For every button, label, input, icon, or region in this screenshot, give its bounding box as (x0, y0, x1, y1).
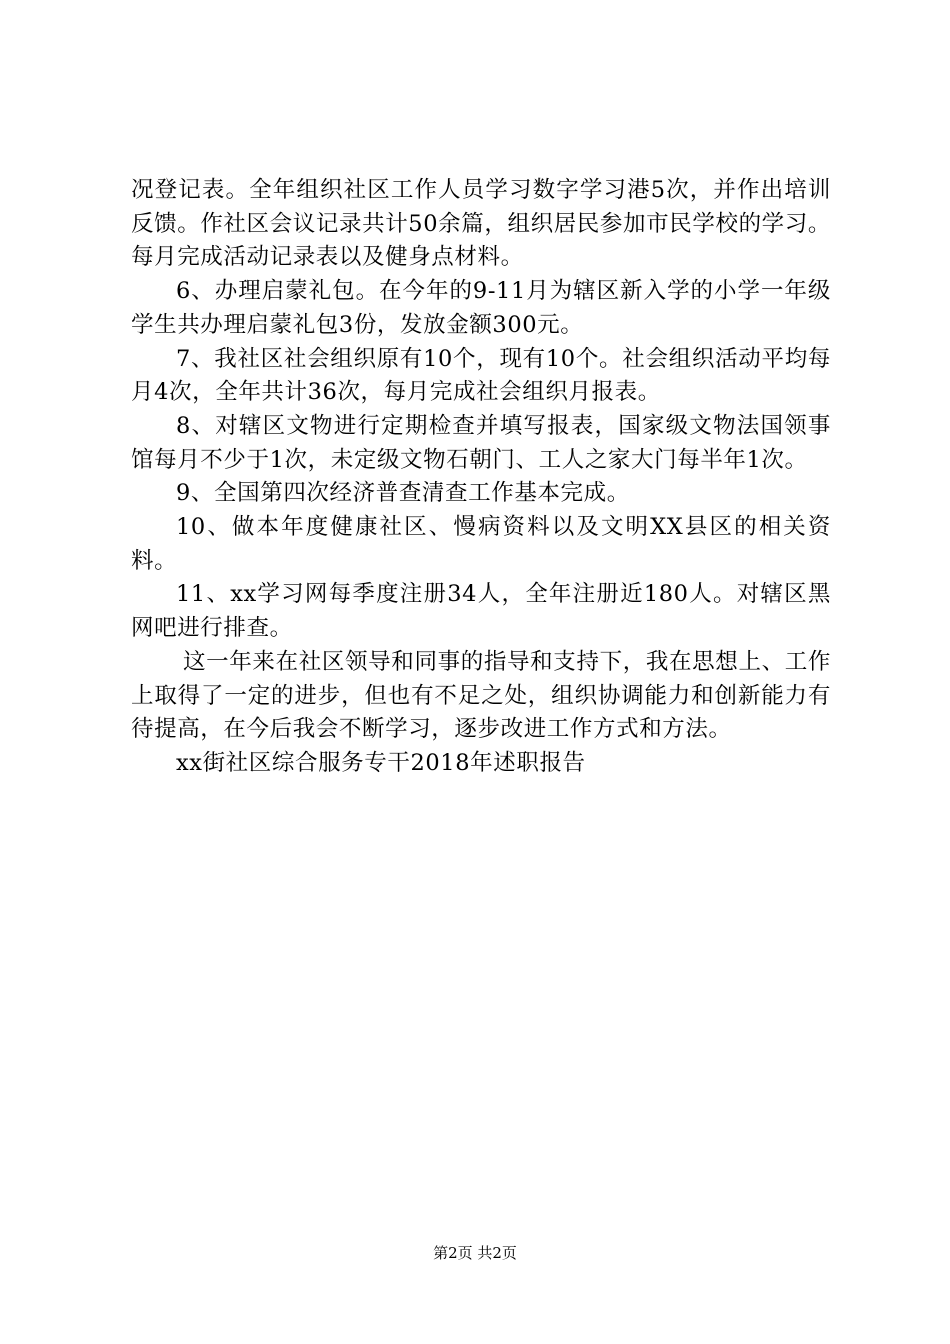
paragraph-item-8: 8、对辖区文物进行定期检查并填写报表，国家级文物法国领事馆每月不少于1次，未定级文物石朝门、工人之家大门每半年1次。 (131, 412, 831, 473)
paragraph-item-10: 10、做本年度健康社区、慢病资料以及文明XX县区的相关资料。 (131, 514, 831, 574)
report-title-line: xx街社区综合服务专干2018年述职报告 (176, 749, 586, 776)
paragraph-item-7: 7、我社区社会组织原有10个，现有10个。社会组织活动平均每月4次，全年共计36次，每月完成社会组织月报表。 (131, 345, 831, 406)
paragraph-item-11: 11、xx学习网每季度注册34人，全年注册近180人。对辖区黑网吧进行排查。 (131, 581, 831, 642)
paragraph-continuation: 况登记表。全年组织社区工作人员学习数字学习港5次，并作出培训反馈。作社区会议记录共计50余篇，组织居民参加市民学校的学习。每月完成活动记录表以及健身点材料。 (131, 177, 831, 271)
paragraph-item-6: 6、办理启蒙礼包。在今年的9-11月为辖区新入学的小学一年级学生共办理启蒙礼包3份，发放金额300元。 (131, 278, 831, 338)
paragraph-summary: 这一年来在社区领导和同事的指导和支持下，我在思想上、工作上取得了一定的进步，但也有不足之处，组织协调能力和创新能力有待提高，在今后我会不断学习，逐步改进工作方式和方法。 (131, 648, 831, 743)
paragraph-item-9: 9、全国第四次经济普查清查工作基本完成。 (176, 480, 630, 507)
document-body (131, 174, 831, 781)
page-footer: 第2页 共2页 (433, 1244, 517, 1262)
